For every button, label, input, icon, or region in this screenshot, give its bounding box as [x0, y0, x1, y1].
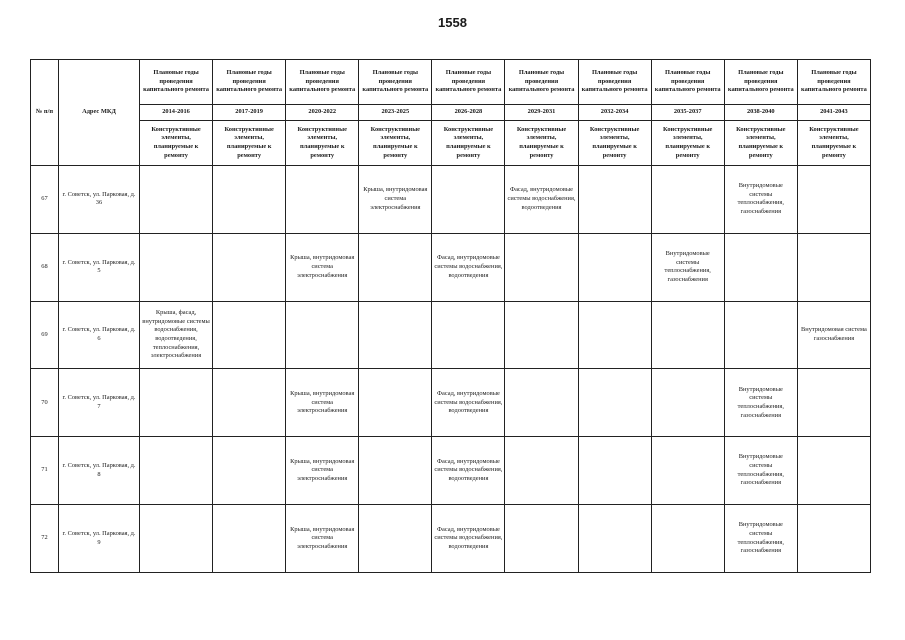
year-range: 2023-2025 [359, 105, 432, 121]
plan-cell: Внутридомовые системы теплоснабжения, газоснабжения [724, 437, 797, 505]
plan-cell: Крыша, внутридомовая система электроснабжения [286, 233, 359, 301]
plan-cell [140, 369, 213, 437]
row-address: г. Советск, ул. Парковая, д. 6 [59, 301, 140, 369]
plan-cell [578, 233, 651, 301]
plan-cell [140, 233, 213, 301]
elements-label: Конструктивные элементы, планируемые к ремонту [213, 121, 286, 166]
row-address: г. Советск, ул. Парковая, д. 36 [59, 166, 140, 234]
plan-cell [505, 369, 578, 437]
period-title: Плановые годы проведения капитального ремонта [578, 60, 651, 105]
plan-cell [578, 166, 651, 234]
elements-label: Конструктивные элементы, планируемые к ремонту [286, 121, 359, 166]
plan-cell [359, 301, 432, 369]
column-header-address: Адрес МКД [59, 60, 140, 166]
table-row [31, 505, 871, 573]
plan-cell [359, 437, 432, 505]
plan-cell [797, 505, 870, 573]
period-title: Плановые годы проведения капитального ремонта [505, 60, 578, 105]
elements-label: Конструктивные элементы, планируемые к ремонту [578, 121, 651, 166]
plan-cell: Внутридомовые системы теплоснабжения, газоснабжения [724, 369, 797, 437]
year-range: 2038-2040 [724, 105, 797, 121]
year-range: 2041-2043 [797, 105, 870, 121]
plan-cell: Фасад, внутридомовые системы водоснабжения, водоотведения [432, 437, 505, 505]
plan-cell [578, 301, 651, 369]
plan-cell [578, 505, 651, 573]
elements-label: Конструктивные элементы, планируемые к ремонту [651, 121, 724, 166]
plan-cell [359, 233, 432, 301]
plan-cell [213, 437, 286, 505]
plan-cell [140, 505, 213, 573]
year-range: 2017-2019 [213, 105, 286, 121]
elements-label: Конструктивные элементы, планируемые к ремонту [140, 121, 213, 166]
elements-label: Конструктивные элементы, планируемые к ремонту [432, 121, 505, 166]
plan-cell: Фасад, внутридомовые системы водоснабжения, водоотведения [432, 233, 505, 301]
year-range: 2020-2022 [286, 105, 359, 121]
plan-cell: Внутридомовые системы теплоснабжения, газоснабжения [651, 233, 724, 301]
table-row [31, 301, 871, 369]
table-row [31, 437, 871, 505]
plan-cell [359, 369, 432, 437]
header-row-elements [31, 121, 871, 166]
plan-cell [578, 437, 651, 505]
header-row-years [31, 105, 871, 121]
plan-cell [213, 233, 286, 301]
year-range: 2014-2016 [140, 105, 213, 121]
plan-cell: Внутридомовая система газоснабжения [797, 301, 870, 369]
plan-cell: Крыша, внутридомовая система электроснабжения [359, 166, 432, 234]
plan-cell [505, 301, 578, 369]
elements-label: Конструктивные элементы, планируемые к ремонту [797, 121, 870, 166]
plan-cell [505, 437, 578, 505]
table-row [31, 166, 871, 234]
row-number: 69 [31, 301, 59, 369]
period-title: Плановые годы проведения капитального ремонта [432, 60, 505, 105]
plan-cell [213, 505, 286, 573]
period-title: Плановые годы проведения капитального ремонта [797, 60, 870, 105]
row-number: 68 [31, 233, 59, 301]
row-number: 72 [31, 505, 59, 573]
plan-cell [797, 233, 870, 301]
elements-label: Конструктивные элементы, планируемые к ремонту [724, 121, 797, 166]
plan-cell [724, 233, 797, 301]
row-address: г. Советск, ул. Парковая, д. 5 [59, 233, 140, 301]
plan-cell [797, 369, 870, 437]
plan-cell: Фасад, внутридомовые системы водоснабжения, водоотведения [505, 166, 578, 234]
year-range: 2026-2028 [432, 105, 505, 121]
plan-cell [286, 166, 359, 234]
page-number: 1558 [438, 15, 467, 30]
row-address: г. Советск, ул. Парковая, д. 8 [59, 437, 140, 505]
plan-cell: Крыша, внутридомовая система электроснабжения [286, 505, 359, 573]
column-header-number: № п/п [31, 60, 59, 166]
plan-cell: Крыша, внутридомовая система электроснабжения [286, 369, 359, 437]
plan-cell [505, 233, 578, 301]
plan-cell [140, 166, 213, 234]
plan-cell [213, 166, 286, 234]
plan-cell [213, 369, 286, 437]
plan-cell [797, 437, 870, 505]
period-title: Плановые годы проведения капитального ремонта [651, 60, 724, 105]
year-range: 2032-2034 [578, 105, 651, 121]
plan-cell [578, 369, 651, 437]
row-address: г. Советск, ул. Парковая, д. 9 [59, 505, 140, 573]
year-range: 2035-2037 [651, 105, 724, 121]
plan-cell [797, 166, 870, 234]
period-title: Плановые годы проведения капитального ремонта [140, 60, 213, 105]
plan-cell [286, 301, 359, 369]
plan-cell [432, 166, 505, 234]
plan-cell: Фасад, внутридомовые системы водоснабжения, водоотведения [432, 505, 505, 573]
plan-cell [505, 505, 578, 573]
header-row-titles [31, 60, 871, 105]
plan-cell [724, 301, 797, 369]
plan-cell [651, 505, 724, 573]
period-title: Плановые годы проведения капитального ремонта [359, 60, 432, 105]
plan-cell [651, 166, 724, 234]
period-title: Плановые годы проведения капитального ремонта [724, 60, 797, 105]
elements-label: Конструктивные элементы, планируемые к ремонту [505, 121, 578, 166]
table-row [31, 233, 871, 301]
plan-cell: Крыша, фасад, внутридомовые системы водоснабжения, водоотведения, теплоснабжения, электроснабжения [140, 301, 213, 369]
plan-cell: Крыша, внутридомовая система электроснабжения [286, 437, 359, 505]
year-range: 2029-2031 [505, 105, 578, 121]
plan-cell [651, 437, 724, 505]
plan-cell [213, 301, 286, 369]
period-title: Плановые годы проведения капитального ремонта [286, 60, 359, 105]
plan-cell: Внутридомовые системы теплоснабжения, газоснабжения [724, 166, 797, 234]
capital-repair-table [30, 59, 871, 573]
plan-cell [359, 505, 432, 573]
row-address: г. Советск, ул. Парковая, д. 7 [59, 369, 140, 437]
period-title: Плановые годы проведения капитального ремонта [213, 60, 286, 105]
row-number: 67 [31, 166, 59, 234]
plan-cell [432, 301, 505, 369]
row-number: 70 [31, 369, 59, 437]
plan-cell: Внутридомовые системы теплоснабжения, газоснабжения [724, 505, 797, 573]
plan-cell [651, 369, 724, 437]
elements-label: Конструктивные элементы, планируемые к ремонту [359, 121, 432, 166]
plan-cell [140, 437, 213, 505]
plan-cell: Фасад, внутридомовые системы водоснабжения, водоотведения [432, 369, 505, 437]
row-number: 71 [31, 437, 59, 505]
table-row [31, 369, 871, 437]
plan-cell [651, 301, 724, 369]
